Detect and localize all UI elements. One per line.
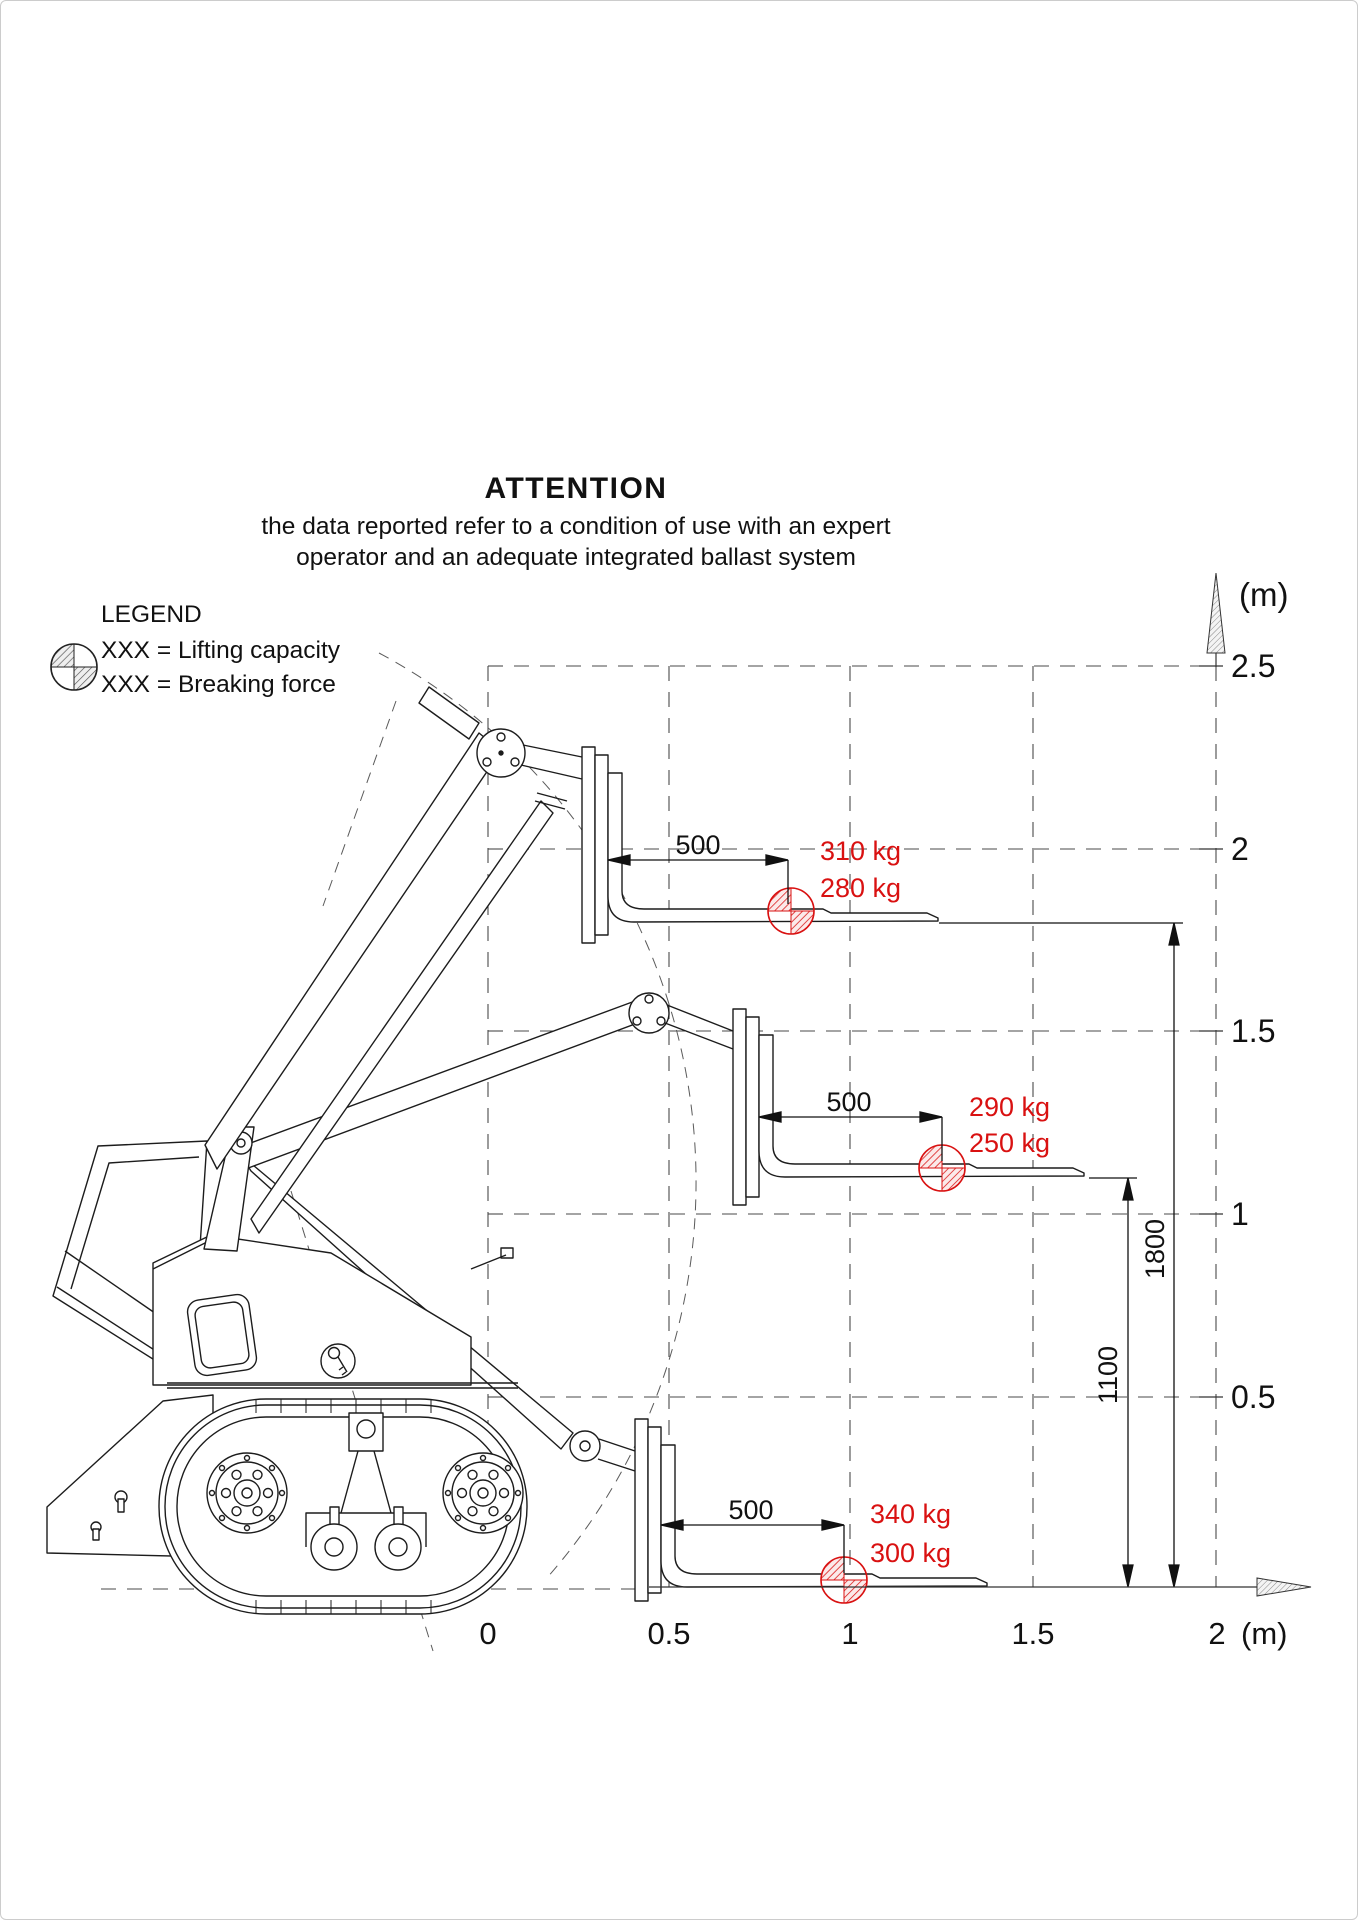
load-middle-breaking: 250 kg <box>969 1128 1051 1158</box>
dim-load-center-top: 500 <box>675 830 721 860</box>
load-chart-figure <box>1 1 1358 1920</box>
y-tick-2-5: 2.5 <box>1231 648 1276 684</box>
load-top-lifting: 310 kg <box>820 836 902 866</box>
dim-load-center-middle: 500 <box>826 1087 872 1117</box>
load-bottom-lifting: 340 kg <box>870 1499 952 1529</box>
y-tick-0-5: 0.5 <box>1231 1379 1276 1415</box>
dimension-lines <box>608 855 1183 1587</box>
load-middle-lifting: 290 kg <box>969 1092 1051 1122</box>
x-axis-unit: (m) <box>1241 1616 1288 1651</box>
dim-load-center-bottom: 500 <box>728 1495 774 1525</box>
x-tick-1: 1 <box>841 1616 859 1651</box>
x-tick-0-5: 0.5 <box>647 1616 691 1651</box>
y-tick-1: 1 <box>1231 1196 1249 1232</box>
dim-lift-height-mid: 1100 <box>1093 1345 1123 1405</box>
attention-line2: operator and an adequate integrated ballast system <box>296 544 856 571</box>
y-axis-arrow-icon <box>1207 573 1225 653</box>
sprocket-right <box>443 1453 523 1533</box>
x-tick-2: 2 <box>1208 1616 1226 1651</box>
attention-title: ATTENTION <box>484 472 668 505</box>
load-top-breaking: 280 kg <box>820 873 902 903</box>
legend-load-center-icon <box>51 644 97 690</box>
legend-title: LEGEND <box>101 601 202 628</box>
x-axis-arrow-icon <box>1257 1578 1311 1596</box>
track-undercarriage <box>159 1399 527 1614</box>
x-tick-1-5: 1.5 <box>1011 1616 1055 1651</box>
legend-lifting-capacity: XXX = Lifting capacity <box>101 637 341 664</box>
load-bottom-breaking: 300 kg <box>870 1538 952 1568</box>
legend-breaking-force: XXX = Breaking force <box>101 671 336 698</box>
attention-line1: the data reported refer to a condition of use with an expert <box>261 513 891 540</box>
x-tick-0: 0 <box>479 1616 497 1651</box>
sprocket-left <box>207 1453 287 1533</box>
y-tick-1-5: 1.5 <box>1231 1013 1276 1049</box>
loader-machine-drawing <box>47 687 643 1614</box>
key-icon <box>321 1344 355 1378</box>
load-center-symbol-top <box>768 888 814 934</box>
y-tick-2: 2 <box>1231 831 1249 867</box>
y-axis-unit: (m) <box>1239 576 1289 613</box>
dim-lift-height-max: 1800 <box>1140 1218 1170 1280</box>
load-center-symbols <box>768 888 965 1603</box>
